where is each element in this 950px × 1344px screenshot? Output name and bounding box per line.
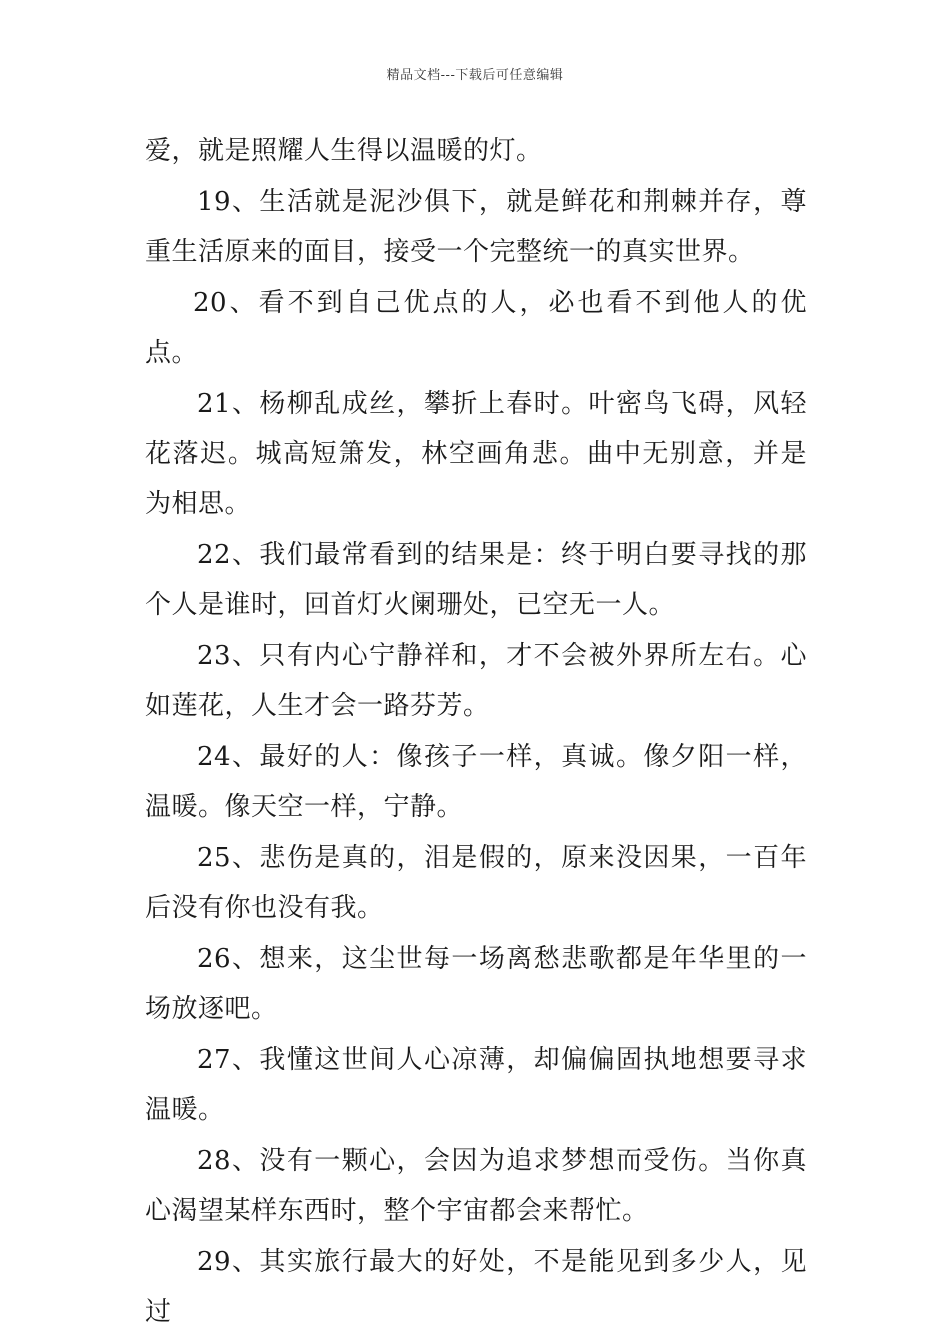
paragraph: 24、最好的人：像孩子一样，真诚。像夕阳一样，温暖。像天空一样，宁静。 [145, 742, 807, 822]
paragraph: 22、我们最常看到的结果是：终于明白要寻找的那个人是谁时，回首灯火阑珊处，已空无一人。 [145, 540, 807, 620]
paragraph: 27、我懂这世间人心凉薄，却偏偏固执地想要寻求温暖。 [145, 1045, 807, 1125]
paragraph: 23、只有内心宁静祥和，才不会被外界所左右。心如莲花，人生才会一路芬芳。 [145, 641, 807, 721]
paragraph: 25、悲伤是真的，泪是假的，原来没因果，一百年后没有你也没有我。 [145, 843, 807, 923]
paragraph: 20、看不到自己优点的人，必也看不到他人的优点。 [145, 288, 807, 368]
page-header: 精品文档---下载后可任意编辑 [386, 68, 564, 83]
paragraph: 爱，就是照耀人生得以温暖的灯。 [145, 136, 543, 166]
paragraph: 21、杨柳乱成丝，攀折上春时。叶密鸟飞碍，风轻花落迟。城高短箫发，林空画角悲。曲中无别意，并是为相思。 [145, 389, 807, 519]
document-body [145, 126, 807, 1338]
paragraph: 29、其实旅行最大的好处，不是能见到多少人，见过 [145, 1247, 807, 1327]
paragraph: 26、想来，这尘世每一场离愁悲歌都是年华里的一场放逐吧。 [145, 944, 807, 1024]
paragraph: 28、没有一颗心，会因为追求梦想而受伤。当你真心渴望某样东西时，整个宇宙都会来帮忙。 [145, 1146, 807, 1226]
paragraph: 19、生活就是泥沙俱下，就是鲜花和荆棘并存，尊重生活原来的面目，接受一个完整统一的真实世界。 [145, 187, 807, 267]
